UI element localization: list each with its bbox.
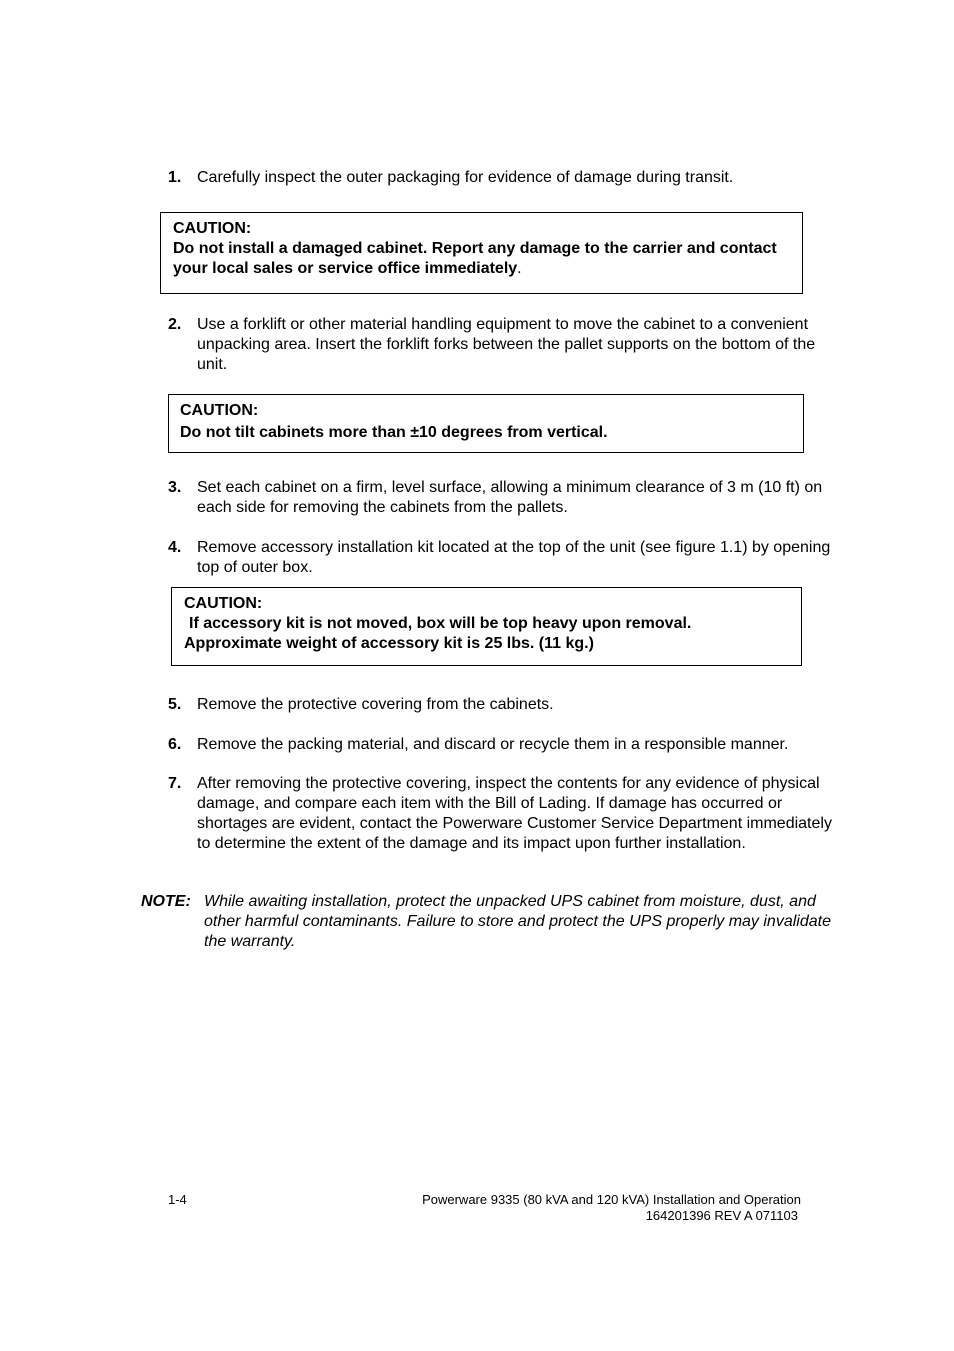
caution-box-accessory-kit [171, 587, 802, 666]
document-number: 164201396 REV A 071103 [645, 1208, 798, 1223]
caution-box-tilt [168, 394, 804, 453]
note-label: NOTE: [141, 893, 191, 910]
step-number: 4. [168, 539, 182, 556]
page-number: 1-4 [168, 1192, 187, 1207]
step-text: Use a forklift or other material handling equipment to move the cabinet to a convenient unpacking area. Insert the forklift forks between the pallet supports on the bottom of the unit. [197, 316, 816, 373]
step-text: Carefully inspect the outer packaging for evidence of damage during transit. [197, 169, 734, 186]
step-number: 2. [168, 316, 182, 333]
caution-box-damaged-cabinet [160, 212, 803, 294]
caution-title: CAUTION: [180, 402, 259, 419]
step-number: 6. [168, 736, 182, 753]
caution-text: If accessory kit is not moved, box will be top heavy upon removal. Approximate weight of accessory kit is 25 lbs. (11 kg.) [184, 615, 692, 652]
note-text: While awaiting installation, protect the unpacked UPS cabinet from moisture, dust, and other harmful contaminants. Failure to store and protect the UPS properly may invalidate the warranty. [204, 893, 831, 950]
document-title: Powerware 9335 (80 kVA and 120 kVA) Installation and Operation [422, 1192, 801, 1207]
step-text: Remove accessory installation kit located at the top of the unit (see figure 1.1) by opening top of outer box. [197, 539, 831, 576]
caution-text: Do not tilt cabinets more than ±10 degrees from vertical. [180, 424, 608, 441]
step-number: 7. [168, 775, 182, 792]
step-text: Remove the packing material, and discard or recycle them in a responsible manner. [197, 736, 789, 753]
step-text: After removing the protective covering, inspect the contents for any evidence of physical damage, and compare each item with the Bill of Lading. If damage has occurred or shortages are evident, contact the Powerware Customer Service Department immediately to determine the extent of the damage and its impact upon further installation. [197, 775, 832, 852]
step-text: Remove the protective covering from the cabinets. [197, 696, 554, 713]
step-number: 5. [168, 696, 182, 713]
step-number: 1. [168, 169, 182, 186]
step-number: 3. [168, 479, 182, 496]
caution-text: Do not install a damaged cabinet. Report any damage to the carrier and contact your local sales or service office immediately. [173, 240, 777, 277]
caution-title: CAUTION: [173, 220, 252, 237]
caution-title: CAUTION: [184, 595, 263, 612]
step-text: Set each cabinet on a firm, level surface, allowing a minimum clearance of 3 m (10 ft) on each side for removing the cabinets from the pallets. [197, 479, 823, 516]
